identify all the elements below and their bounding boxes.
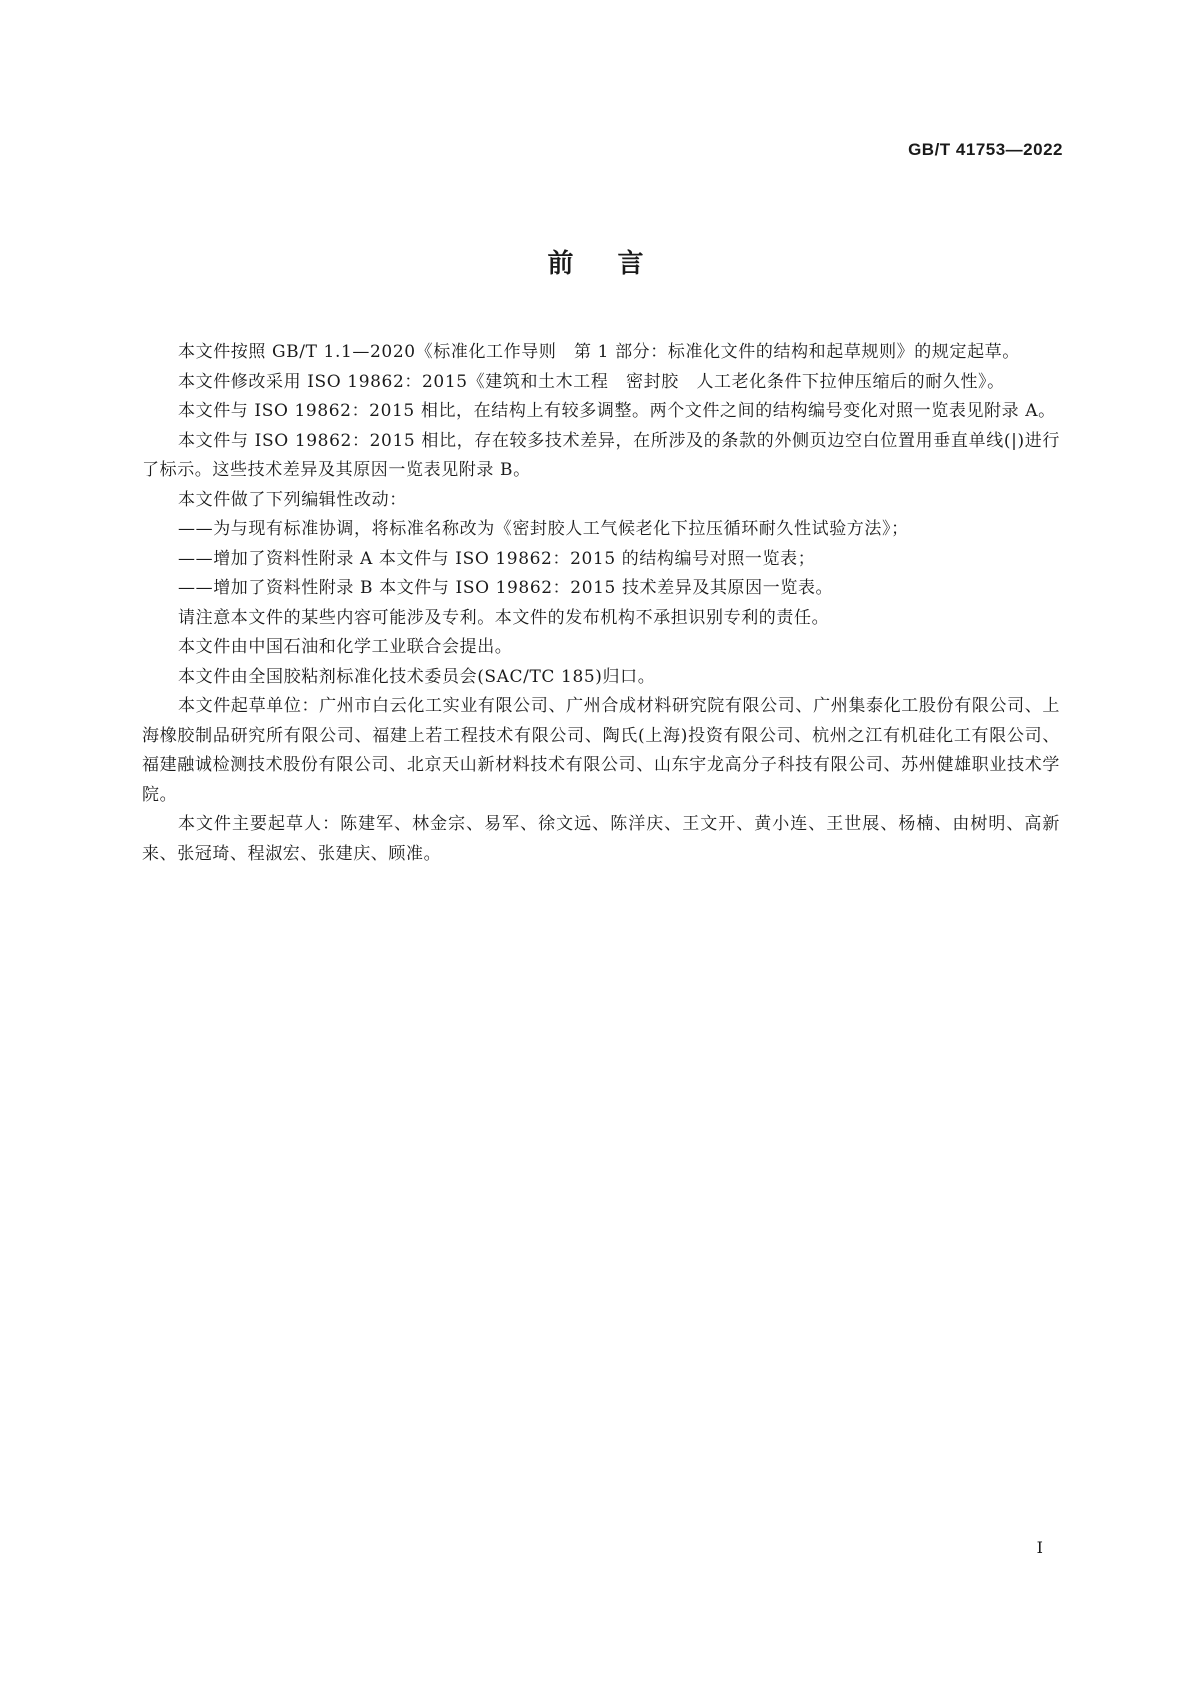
paragraph-technical-differences: 本文件与 ISO 19862：2015 相比，存在较多技术差异，在所涉及的条款的外侧页边空白位置用垂直单线(|)进行了标示。这些技术差异及其原因一览表见附录 B。 <box>142 430 1060 480</box>
page-number: I <box>1036 1538 1043 1557</box>
paragraph-editorial-changes: 本文件做了下列编辑性改动： <box>178 489 407 510</box>
paragraph-adoption: 本文件修改采用 ISO 19862：2015《建筑和土木工程 密封胶 人工老化条件下拉伸压缩后的耐久性》。 <box>178 371 1005 392</box>
list-item: ——为与现有标准协调，将标准名称改为《密封胶人工气候老化下拉压循环耐久性试验方法》； <box>178 519 909 539</box>
paragraph-drafters: 本文件主要起草人：陈建军、林金宗、易军、徐文远、陈洋庆、王文开、黄小连、王世展、杨楠、由树明、高新来、张冠琦、程淑宏、张建庆、顾准。 <box>142 814 1060 864</box>
standard-code: GB/T 41753—2022 <box>908 140 1063 159</box>
paragraph-committee: 本文件由全国胶粘剂标准化技术委员会(SAC/TC 185)归口。 <box>178 666 656 687</box>
paragraph-structure-changes: 本文件与 ISO 19862：2015 相比，在结构上有较多调整。两个文件之间的结构编号变化对照一览表见附录 A。 <box>178 401 1056 421</box>
page-title: 前言 <box>547 249 688 279</box>
paragraph-proposer: 本文件由中国石油和化学工业联合会提出。 <box>178 637 513 657</box>
list-item: ——增加了资料性附录 B 本文件与 ISO 19862：2015 技术差异及其原因一览表。 <box>178 578 834 598</box>
foreword-body <box>142 338 1060 869</box>
paragraph-drafting-units: 本文件起草单位：广州市白云化工实业有限公司、广州合成材料研究院有限公司、广州集泰化工股份有限公司、上海橡胶制品研究所有限公司、福建上若工程技术有限公司、陶氏(上海)投资有限公司、杭州之江有机硅化工有限公司、福建融诚检测技术股份有限公司、北京天山新材料技术有限公司、山东宇龙高分子科技有限公司、苏州健雄职业技术学院。 <box>142 696 1060 805</box>
list-item: ——增加了资料性附录 A 本文件与 ISO 19862：2015 的结构编号对照一览表； <box>178 548 816 569</box>
paragraph-patent-notice: 请注意本文件的某些内容可能涉及专利。本文件的发布机构不承担识别专利的责任。 <box>178 607 830 628</box>
paragraph-drafting-rules: 本文件按照 GB/T 1.1—2020《标准化工作导则 第 1 部分：标准化文件的结构和起草规则》的规定起草。 <box>178 342 1020 362</box>
